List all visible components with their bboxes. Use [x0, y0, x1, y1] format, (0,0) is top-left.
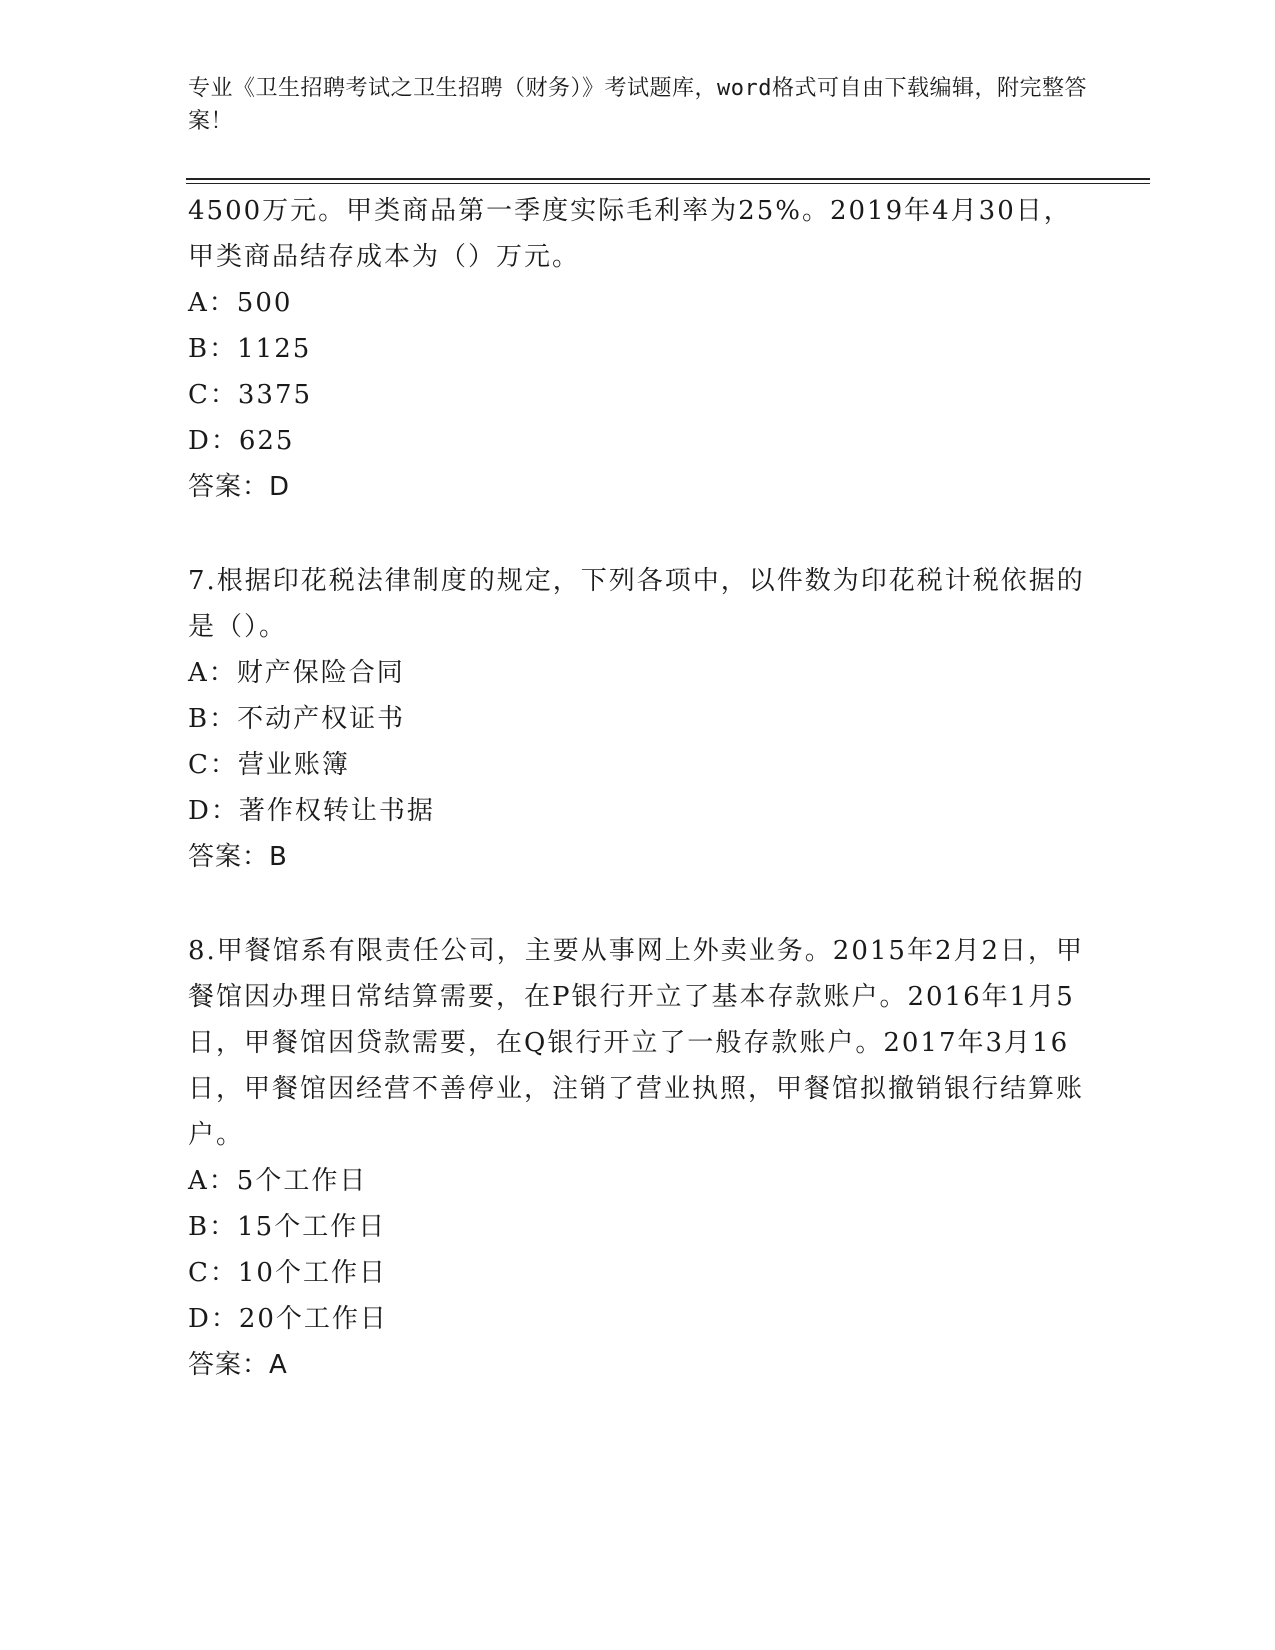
question-item: [188, 558, 1088, 880]
header-rule-thin: [186, 183, 1150, 184]
question-text: 4500万元。甲类商品第一季度实际毛利率为25%。2019年4月30日，甲类商品结存成本为（）万元。: [188, 196, 1072, 272]
option-a: A：5个工作日: [188, 1166, 368, 1196]
option-b: B：15个工作日: [188, 1212, 387, 1242]
header-rule-thick: [186, 178, 1150, 180]
option-c: C：10个工作日: [188, 1258, 387, 1288]
option-b: B：不动产权证书: [188, 704, 406, 734]
question-list: [188, 188, 1088, 1388]
answer-line: 答案：A: [188, 1350, 288, 1380]
option-d: D：20个工作日: [188, 1304, 388, 1334]
option-c: C：3375: [188, 380, 313, 410]
question-text: 7.根据印花税法律制度的规定，下列各项中，以件数为印花税计税依据的是（）。: [188, 566, 1085, 642]
question-item: [188, 928, 1088, 1388]
answer-line: 答案：D: [188, 472, 291, 502]
option-a: A：财产保险合同: [188, 658, 405, 688]
option-b: B：1125: [188, 334, 312, 364]
question-text: 8.甲餐馆系有限责任公司，主要从事网上外卖业务。2015年2月2日，甲餐馆因办理日常结算需要，在P银行开立了基本存款账户。2016年1月5日，甲餐馆因贷款需要，在Q银行开立了一般存款账户。2017年3月16日，甲餐馆因经营不善停业，注销了营业执照，甲餐馆拟撤销银行结算账户。: [188, 936, 1085, 1150]
option-d: D：625: [188, 426, 295, 456]
option-d: D：著作权转让书据: [188, 796, 435, 826]
answer-line: 答案：B: [188, 842, 288, 872]
document-header: 专业《卫生招聘考试之卫生招聘（财务）》考试题库，word格式可自由下载编辑，附完整答案！: [188, 76, 1087, 134]
question-item: [188, 188, 1088, 510]
option-c: C：营业账簿: [188, 750, 350, 780]
option-a: A：500: [188, 288, 293, 318]
